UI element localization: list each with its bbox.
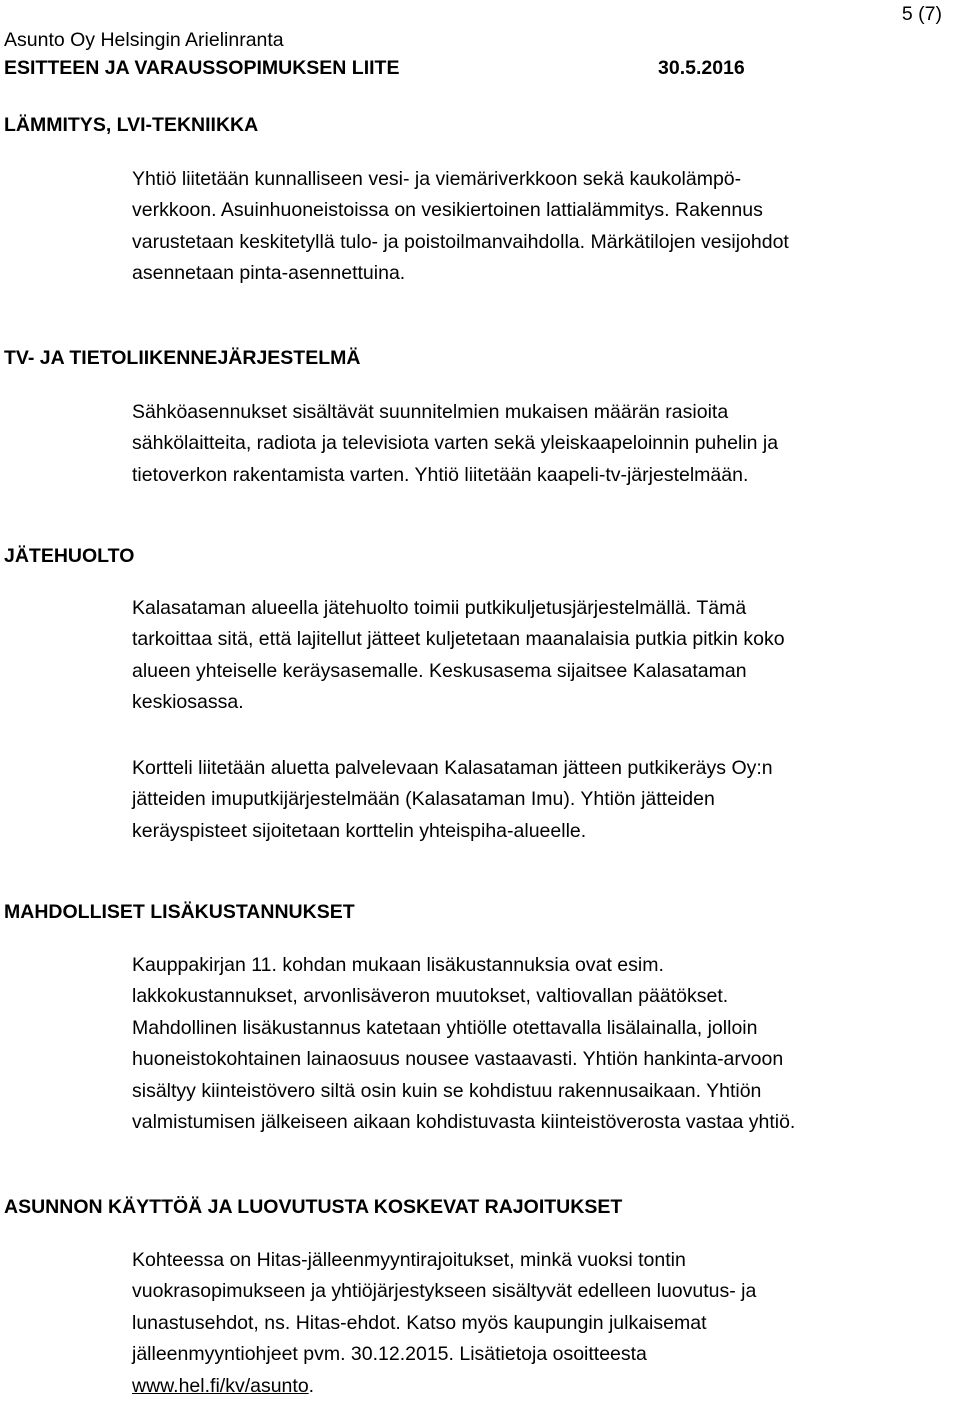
text-line: varustetaan keskitetyllä tulo- ja poistoilmanvaihdolla. Märkätilojen vesijohdot [132, 230, 789, 253]
text-line: verkkoon. Asuinhuoneistoissa on vesikiertoinen lattialämmitys. Rakennus [132, 199, 763, 222]
text-line: Sähköasennukset sisältävät suunnitelmien mukaisen määrän rasioita [132, 401, 729, 423]
paragraph-telecom [132, 397, 778, 491]
page-number: 5 (7) [901, 3, 942, 25]
text-line: jätteiden imuputkijärjestelmään (Kalasataman Imu). Yhtiön jätteiden [132, 788, 715, 811]
text-line: sisältyy kiinteistövero siltä osin kuin se kohdistuu rakennusaikaan. Yhtiön [132, 1079, 762, 1102]
section-heading-heating: LÄMMITYS, LVI-TEKNIIKKA [4, 114, 259, 136]
text-line: keskiosassa. [132, 691, 244, 714]
text-line: tarkoittaa sitä, että lajitellut jätteet kuljetetaan maanalaisia putkia pitkin koko [132, 628, 785, 651]
paragraph-waste-1 [132, 593, 785, 719]
text-line: jälleenmyyntiohjeet pvm. 30.12.2015. Lisätietoja osoitteesta [132, 1343, 647, 1366]
paragraph-restrictions [132, 1245, 756, 1402]
text-line: keräyspisteet sijoitetaan korttelin yhteispiha-alueelle. [132, 819, 587, 842]
text-line: valmistumisen jälkeiseen aikaan kohdistuvasta kiinteistöverosta vastaa yhtiö. [132, 1111, 796, 1134]
text-line: lakkokustannukset, arvonlisäveron muutokset, valtiovallan päätökset. [132, 985, 729, 1008]
text-line: asennetaan pinta-asennettuina. [132, 262, 406, 285]
text-line: Kalasataman alueella jätehuolto toimii putkikuljetusjärjestelmällä. Tämä [132, 597, 747, 619]
text-line: huoneistokohtainen lainaosuus nousee vastaavasti. Yhtiön hankinta-arvoon [132, 1048, 784, 1071]
header-date: 30.5.2016 [658, 57, 745, 79]
text-line: Kortteli liitetään aluetta palvelevaan Kalasataman jätteen putkikeräys Oy:n [132, 757, 773, 779]
text-line: lunastusehdot, ns. Hitas-ehdot. Katso myös kaupungin julkaisemat [132, 1311, 707, 1334]
hitas-info-link[interactable]: www.hel.fi/kv/asunto [132, 1374, 309, 1397]
section-heading-waste: JÄTEHUOLTO [4, 545, 135, 567]
paragraph-waste-2 [132, 753, 773, 847]
paragraph-heating [132, 164, 789, 290]
header-company: Asunto Oy Helsingin Arielinranta [4, 29, 284, 51]
text-line: Yhtiö liitetään kunnalliseen vesi- ja viemäriverkkoon sekä kaukolämpö- [132, 168, 742, 190]
link-line [132, 1371, 756, 1402]
text-line: sähkölaitteita, radiota ja televisiota varten sekä yleiskaapeloinnin puhelin ja [132, 432, 779, 455]
text-line: alueen yhteiselle keräysasemalle. Keskusasema sijaitsee Kalasataman [132, 659, 747, 682]
text-line: vuokrasopimukseen ja yhtiöjärjestykseen sisältyvät edelleen luovutus- ja [132, 1280, 757, 1303]
section-heading-telecom: TV- JA TIETOLIIKENNEJÄRJESTELMÄ [4, 347, 361, 369]
section-heading-restrictions: ASUNNON KÄYTTÖÄ JA LUOVUTUSTA KOSKEVAT RAJOITUKSET [4, 1196, 623, 1218]
link-suffix: . [308, 1374, 315, 1397]
text-line: Kohteessa on Hitas-jälleenmyyntirajoitukset, minkä vuoksi tontin [132, 1249, 686, 1271]
section-heading-extra-costs: MAHDOLLISET LISÄKUSTANNUKSET [4, 901, 355, 923]
text-line: tietoverkon rakentamista varten. Yhtiö liitetään kaapeli-tv-järjestelmään. [132, 463, 749, 486]
header-subtitle: ESITTEEN JA VARAUSSOPIMUKSEN LIITE [4, 57, 400, 79]
text-line: Kauppakirjan 11. kohdan mukaan lisäkustannuksia ovat esim. [132, 954, 664, 976]
text-line: Mahdollinen lisäkustannus katetaan yhtiölle otettavalla lisälainalla, jolloin [132, 1016, 758, 1039]
paragraph-extra-costs [132, 950, 795, 1138]
